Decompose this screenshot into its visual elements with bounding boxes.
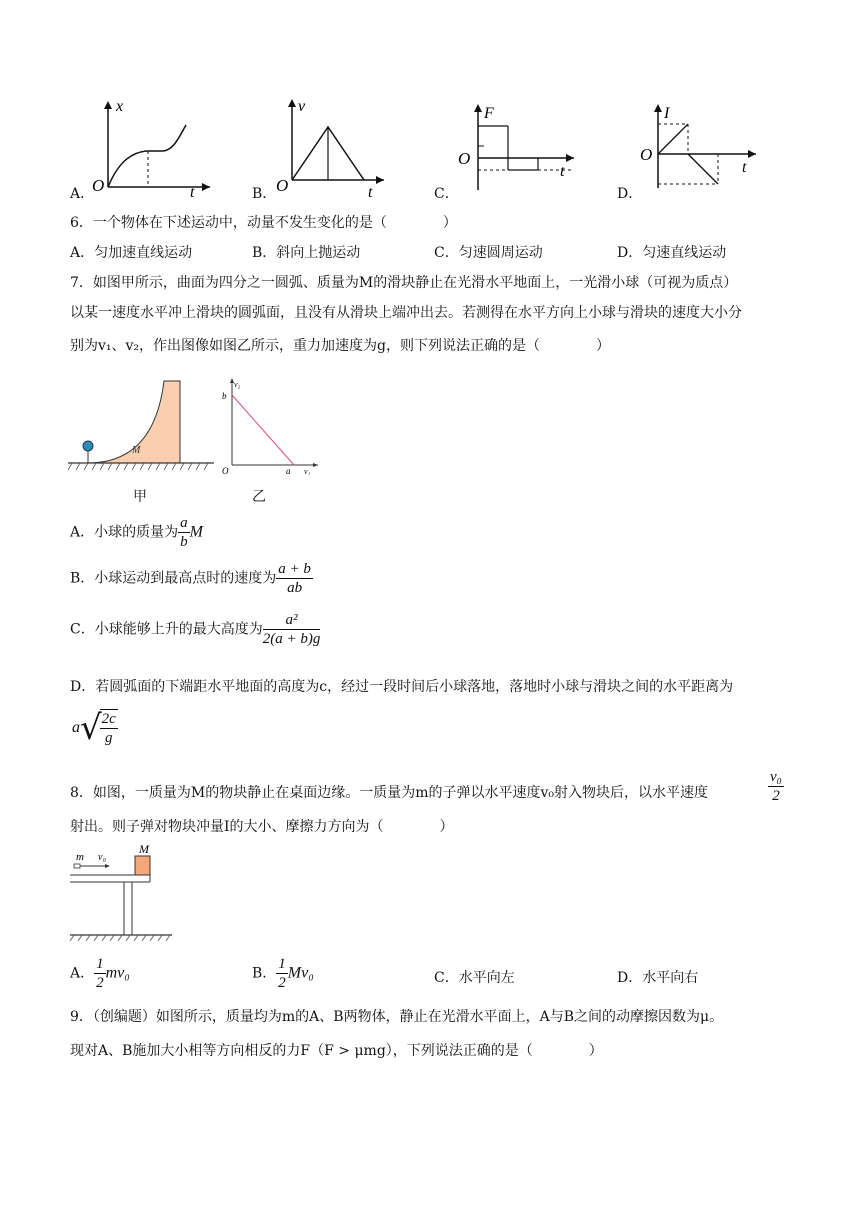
q8-option-c: C．水平向左 (434, 970, 515, 986)
q8-option-a (70, 955, 130, 992)
q7-option-d-text: D．若圆弧面的下端距水平地面的高度为c，经过一段时间后小球落地，落地时小球与滑块之间的水平距离为 (70, 679, 734, 695)
q5b-origin: O (276, 176, 289, 195)
q7a-den: b (180, 534, 188, 550)
q5d-x-label: t (742, 159, 747, 176)
q7d-den: g (105, 730, 113, 746)
q7-option-b (70, 560, 313, 597)
q8-frac-den: 2 (772, 788, 780, 804)
q7b-fraction (276, 560, 313, 597)
q7-figure-yi (218, 375, 323, 475)
q5-option-b-label: B． (252, 186, 277, 202)
q7b-num: a + b (278, 561, 311, 577)
q7b-prefix: B．小球运动到最高点时的速度为 (70, 570, 277, 587)
q7d-a: a (72, 719, 80, 736)
q8a-den: 2 (96, 975, 104, 991)
q9-stem-line1: 9．（创编题）如图所示，质量均为m的A、B两物体，静止在光滑水平面上，A与B之间的动摩擦因数为μ。 (70, 1009, 724, 1025)
q7-yi-a-label: a (286, 466, 291, 475)
q8b-fraction (276, 955, 288, 992)
q5-graph-d (638, 100, 763, 200)
q6-option-d: D．匀速直线运动 (617, 245, 727, 261)
q7-option-d-expr (72, 708, 118, 748)
q7-figure-jia (68, 375, 214, 475)
q5c-origin: O (458, 149, 471, 168)
q5a-x-label: t (190, 184, 195, 200)
q7-stem-line3: 别为v₁、v₂，作出图像如图乙所示，重力加速度为g，则下列说法正确的是（ ） (70, 338, 611, 354)
q8-stem-fraction (768, 768, 784, 805)
q8-stem-line1: 8．如图，一质量为M的物块静止在桌面边缘。一质量为m的子弹以水平速度v₀射入物块后，以水平速度 (70, 785, 709, 801)
q5b-x-label: t (368, 184, 373, 200)
q7d-num: 2c (101, 711, 116, 727)
q6-stem: 6．一个物体在下述运动中，动量不发生变化的是（ ） (70, 215, 457, 231)
q8-option-b (252, 955, 314, 992)
q5b-y-label: v (298, 98, 306, 115)
q8b-suffix: Mv₀ (287, 964, 314, 982)
q7-yi-origin: O (222, 466, 229, 475)
q8-figure (68, 840, 178, 945)
q7-option-c (70, 611, 320, 648)
q5-option-a-label: A． (70, 186, 95, 202)
q5c-x-label: t (560, 163, 565, 180)
q5a-y-label: x (116, 98, 124, 115)
q7a-fraction (178, 514, 190, 551)
q7b-den: ab (287, 580, 303, 596)
q7-yi-b-label: b (222, 391, 227, 401)
q7-stem-line2: 以某一速度水平冲上滑块的圆弧面，且没有从滑块上端冲出去。若测得在水平方向上小球与滑块的速度大小分 (70, 305, 742, 321)
q7-jia-caption: 甲 (133, 489, 147, 505)
q9-stem-line2: 现对A、B施加大小相等方向相反的力F（F > μmg），下列说法正确的是（ ） (70, 1043, 603, 1059)
q7-stem-line1: 7．如图甲所示，曲面为四分之一圆弧、质量为M的滑块静止在光滑水平地面上，一光滑小球（可视为质点） (70, 275, 738, 291)
q7-jia-mass-label: M (132, 445, 141, 456)
q5a-origin: O (92, 176, 105, 195)
q8-frac-num: v₀ (770, 769, 782, 785)
q7c-den: 2(a + b)g (262, 631, 321, 647)
q7-yi-caption: 乙 (252, 489, 266, 505)
q8-option-d: D．水平向右 (617, 970, 699, 986)
q7a-prefix: A．小球的质量为 (70, 524, 179, 541)
q5-graph-b (272, 95, 392, 200)
q8-fig-M-label: M (139, 842, 149, 856)
q8b-den: 2 (278, 975, 286, 991)
q8-fig-v0-label: v₀ (98, 852, 106, 863)
q7a-num: a (180, 515, 188, 531)
q8-fig-m-label: m (76, 851, 84, 863)
q7c-num: a² (263, 611, 321, 630)
q8a-prefix: A． (70, 965, 95, 982)
q5-option-d-label: D． (617, 186, 643, 202)
q6-option-c: C．匀速圆周运动 (434, 245, 543, 261)
q5-graph-c (456, 100, 581, 200)
q7d-sqrt-icon: √ (80, 708, 102, 748)
q5d-y-label: I (664, 105, 670, 122)
q5c-y-label: F (484, 105, 494, 122)
q8a-suffix: mv₀ (105, 964, 130, 982)
q8a-fraction (94, 955, 106, 992)
q5-graph-a (88, 95, 218, 200)
q5-option-c-label: C． (434, 186, 459, 202)
q8a-num: 1 (96, 956, 104, 972)
q7c-prefix: C．小球能够上升的最大高度为 (70, 621, 263, 638)
q7c-fraction (263, 611, 321, 648)
q7-yi-y-label: v₂ (234, 380, 241, 389)
q6-option-b: B．斜向上抛运动 (252, 245, 361, 261)
q8-stem-line2: 射出。则子弹对物块冲量I的大小、摩擦力方向为（ ） (70, 819, 454, 835)
q7a-suffix: M (189, 523, 203, 541)
q5d-origin: O (640, 145, 653, 164)
q7-yi-x-label: v₁ (304, 467, 311, 475)
q8b-prefix: B． (252, 965, 277, 982)
q8b-num: 1 (278, 956, 286, 972)
q7-option-a (70, 514, 203, 551)
q6-option-a: A．匀加速直线运动 (70, 245, 193, 261)
q7d-fraction (100, 709, 118, 747)
